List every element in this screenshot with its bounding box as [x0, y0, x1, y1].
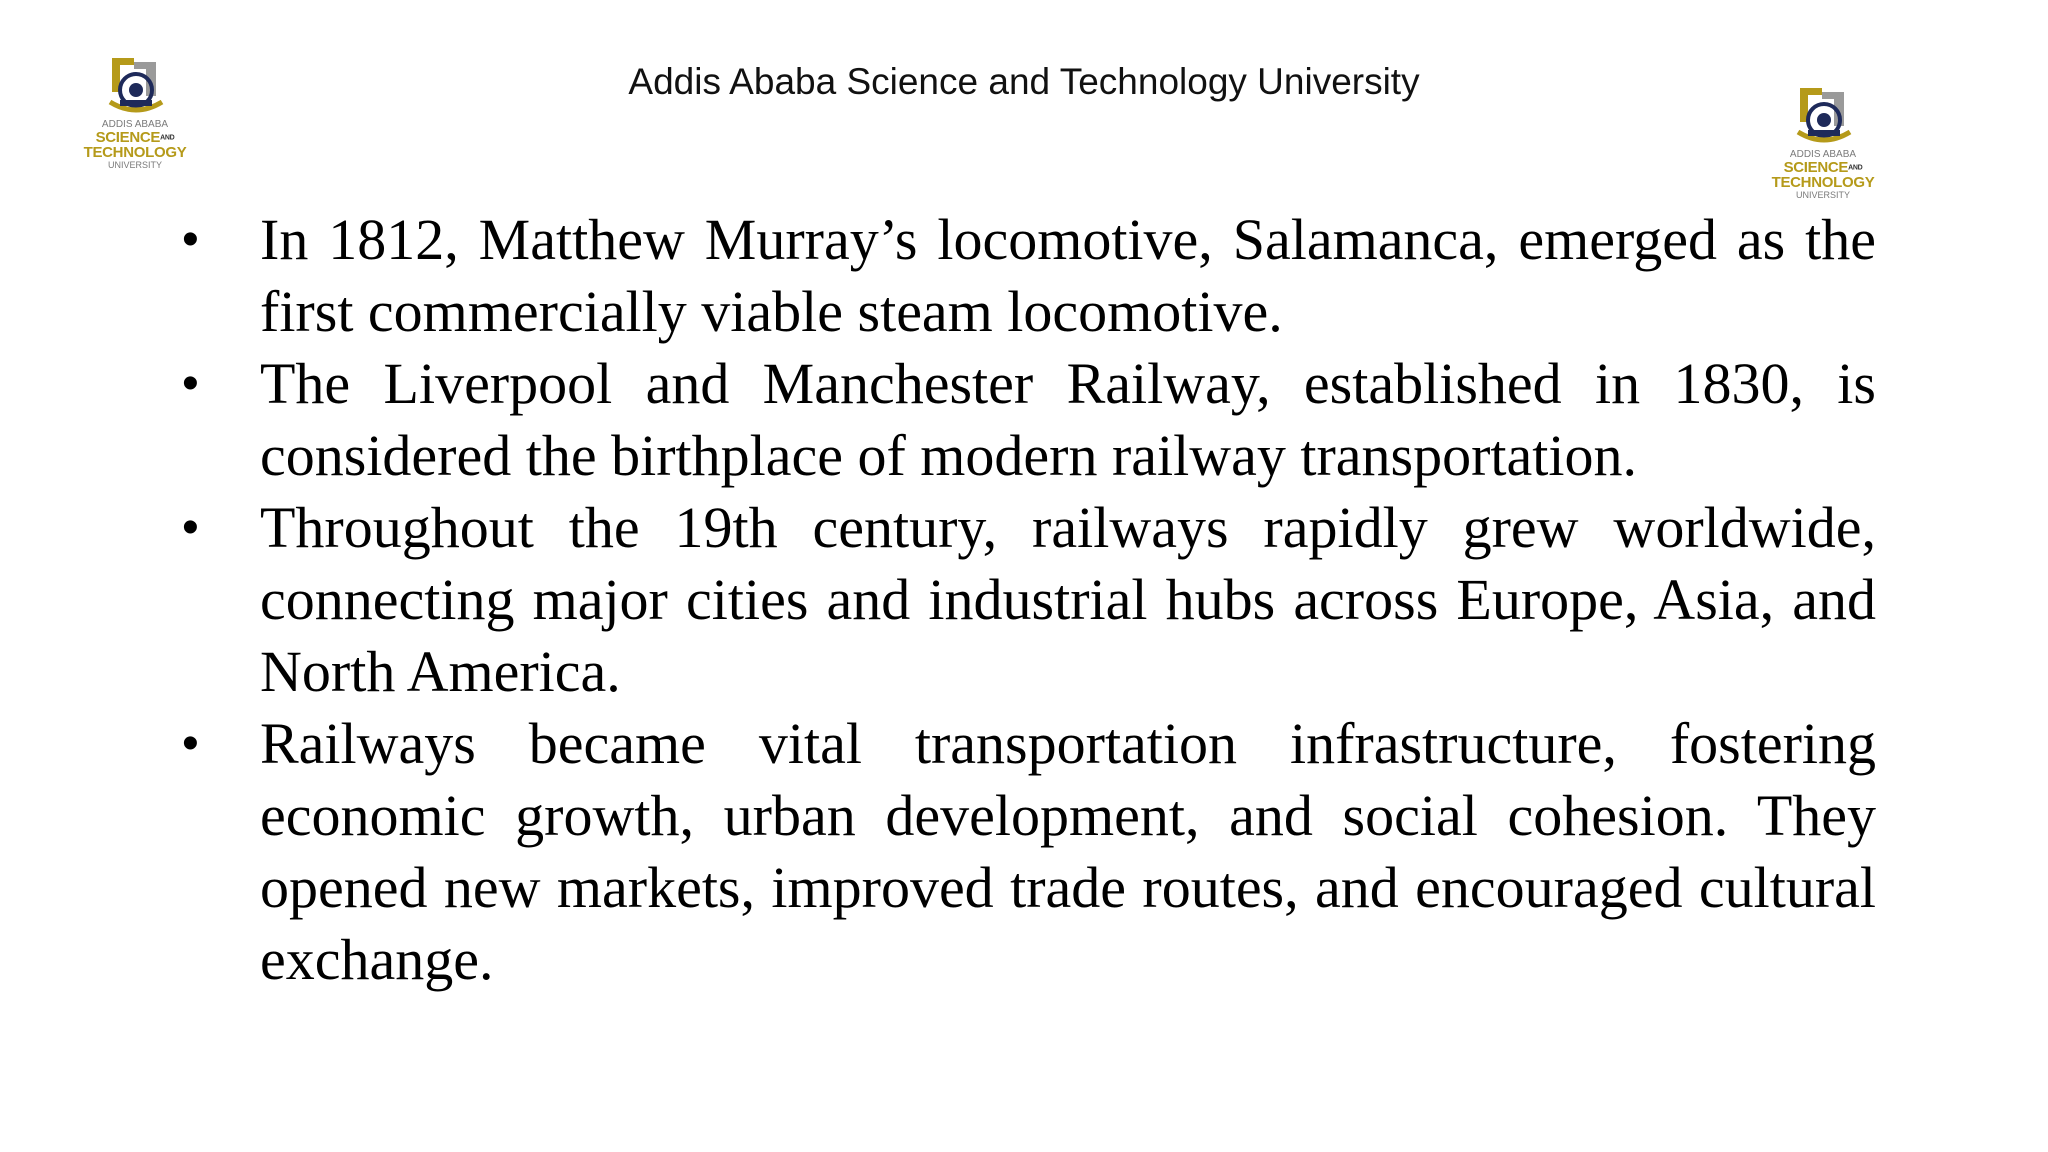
- university-logo-right: [1758, 86, 1888, 200]
- logo-line-science: [70, 130, 200, 145]
- logo-line-addis-ababa: ADDIS ABABA: [1789, 149, 1857, 160]
- logo-science-text: SCIENCE: [1783, 159, 1849, 176]
- page-title: Addis Ababa Science and Technology University: [628, 61, 1420, 102]
- logo-line-addis-ababa: ADDIS ABABA: [101, 119, 169, 130]
- bullet-text: Throughout the 19th century, railways rapidly grew worldwide, connecting major cities and industrial hubs across Europe, Asia, and North America.: [260, 495, 1876, 704]
- university-emblem-icon: [1758, 86, 1888, 150]
- bullet-text: Railways became vital transportation infrastructure, fostering economic growth, urban development, and social cohesion. They opened new markets, improved trade routes, and encouraged cultural exchange.: [260, 711, 1876, 992]
- logo-line-science: [1758, 160, 1888, 175]
- bullet-dot-icon: •: [182, 357, 199, 410]
- logo-science-text: SCIENCE: [95, 129, 161, 146]
- bullet-list: [176, 204, 1876, 996]
- bullet-text: In 1812, Matthew Murray’s locomotive, Salamanca, emerged as the first commercially viable steam locomotive.: [260, 207, 1876, 344]
- bullet-item: [176, 204, 1876, 348]
- bullet-dot-icon: •: [182, 213, 199, 266]
- logo-line-university: UNIVERSITY: [1795, 190, 1850, 200]
- bullet-item: [176, 708, 1876, 996]
- bullet-dot-icon: •: [182, 717, 199, 770]
- bullet-item: [176, 348, 1876, 492]
- logo-wordmark: [70, 120, 200, 170]
- bullet-dot-icon: •: [182, 501, 199, 554]
- logo-wordmark: [1758, 150, 1888, 200]
- bullet-item: [176, 492, 1876, 708]
- logo-line-university: UNIVERSITY: [107, 160, 162, 170]
- logo-line-technology: TECHNOLOGY: [83, 144, 187, 161]
- logo-line-technology: TECHNOLOGY: [1771, 174, 1875, 191]
- logo-and-text: AND: [1848, 164, 1863, 172]
- logo-and-text: AND: [160, 134, 175, 142]
- bullet-text: The Liverpool and Manchester Railway, established in 1830, is considered the birthplace of modern railway transportation.: [260, 351, 1876, 488]
